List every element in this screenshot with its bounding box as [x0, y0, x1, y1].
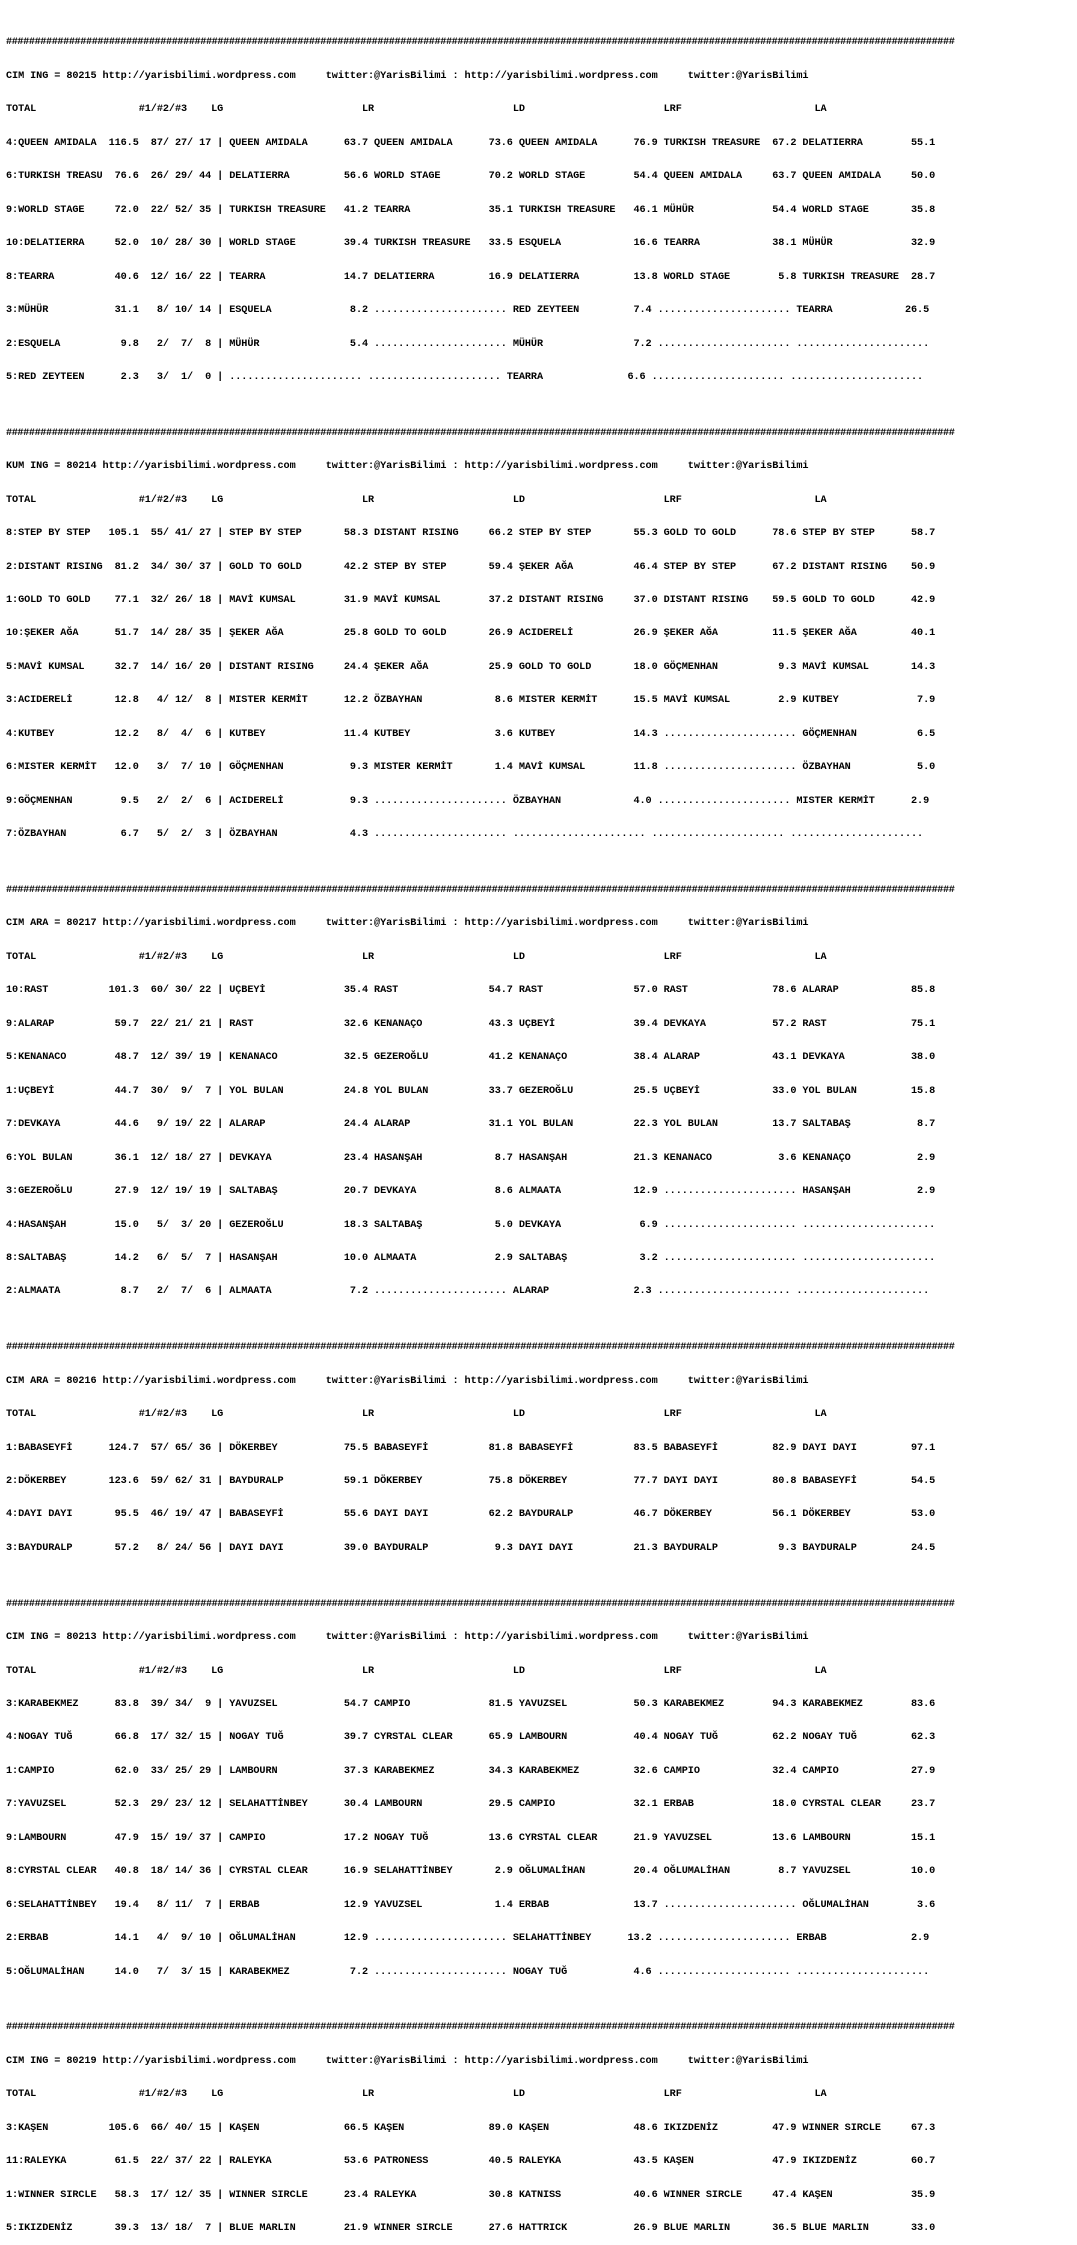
horse-row: 6:MISTER KERMİT 12.0 3/ 7/ 10 | GÖÇMENHAN 9.3 MISTER KERMİT 1.4 MAVİ KUMSAL 11.8 ...................... ÖZBAYHAN 5.0 — [6, 762, 936, 774]
horse-row: 3:KAŞEN 105.6 66/ 40/ 15 | KAŞEN 66.5 KAŞEN 89.0 KAŞEN 48.6 IKIZDENİZ 47.9 WINNER SIRCLE 67.3 — [6, 2122, 936, 2134]
horse-row: 3:MÜHÜR 31.1 8/ 10/ 14 | ESQUELA 8.2 ...................... RED ZEYTEEN 7.4 ...................... TEARRA 26.5 — [6, 305, 930, 317]
section-header: CIM ARA = 80217 http://yarisbilimi.wordpress.com twitter:@YarisBilimi : http://yarisbilimi.wordpress.com twitter:@YarisBilimi — [6, 918, 809, 930]
horse-row: 6:YOL BULAN 36.1 12/ 18/ 27 | DEVKAYA 23.4 HASANŞAH 8.7 HASANŞAH 21.3 KENANACO 3.6 KENANAÇO 2.9 — [6, 1152, 936, 1164]
horse-row: 1:WINNER SIRCLE 58.3 17/ 12/ 35 | WINNER SIRCLE 23.4 RALEYKA 30.8 KATNISS 40.6 WINNER SIRCLE 47.4 KAŞEN 35.9 — [6, 2189, 936, 2201]
horse-row: 5:RED ZEYTEEN 2.3 3/ 1/ 0 | ...................... ...................... TEARRA 6.6 ...................... ...................... — [6, 372, 924, 383]
horse-row: 2:ESQUELA 9.8 2/ 7/ 8 | MÜHÜR 5.4 ...................... MÜHÜR 7.2 ...................... ...................... — [6, 338, 930, 350]
section-header: CIM ING = 80213 http://yarisbilimi.wordpress.com twitter:@YarisBilimi : http://yarisbilimi.wordpress.com twitter:@YarisBilimi — [6, 1632, 809, 1644]
horse-row: 2:ERBAB 14.1 4/ 9/ 10 | OĞLUMALİHAN 12.9 ...................... SELAHATTİNBEY 13.2 ...................... ERBAB 2.9 — [6, 1933, 930, 1945]
separator-line: ###################################################################################################################################################################### — [6, 427, 955, 439]
horse-row: 3:GEZEROĞLU 27.9 12/ 19/ 19 | SALTABAŞ 20.7 DEVKAYA 8.6 ALMAATA 12.9 ...................... HASANŞAH 2.9 — [6, 1186, 936, 1198]
horse-row: 3:ACIDERELİ 12.8 4/ 12/ 8 | MISTER KERMİT 12.2 ÖZBAYHAN 8.6 MISTER KERMİT 15.5 MAVİ KUMSAL 2.9 KUTBEY 7.9 — [6, 695, 936, 707]
separator-line: ###################################################################################################################################################################### — [6, 884, 955, 896]
horse-row: 6:SELAHATTİNBEY 19.4 8/ 11/ 7 | ERBAB 12.9 YAVUZSEL 1.4 ERBAB 13.7 ...................... OĞLUMALİHAN 3.6 — [6, 1899, 936, 1911]
horse-row: 1:GOLD TO GOLD 77.1 32/ 26/ 18 | MAVİ KUMSAL 31.9 MAVİ KUMSAL 37.2 DISTANT RISING 37.0 DISTANT RISING 59.5 GOLD TO GOLD 42.9 — [6, 595, 936, 607]
horse-row: 4:KUTBEY 12.2 8/ 4/ 6 | KUTBEY 11.4 KUTBEY 3.6 KUTBEY 14.3 ...................... GÖÇMENHAN 6.5 — [6, 728, 936, 740]
horse-row: 4:QUEEN AMIDALA 116.5 87/ 27/ 17 | QUEEN AMIDALA 63.7 QUEEN AMIDALA 73.6 QUEEN AMIDALA 76.9 TURKISH TREASURE 67.2 DELATIERRA 55.1 — [6, 137, 936, 149]
horse-row: 1:UÇBEYİ 44.7 30/ 9/ 7 | YOL BULAN 24.8 YOL BULAN 33.7 GEZEROĞLU 25.5 UÇBEYİ 33.0 YOL BULAN 15.8 — [6, 1085, 936, 1097]
horse-row: 7:YAVUZSEL 52.3 29/ 23/ 12 | SELAHATTİNBEY 30.4 LAMBOURN 29.5 CAMPIO 32.1 ERBAB 18.0 CYRSTAL CLEAR 23.7 — [6, 1799, 936, 1811]
section-header: CIM ING = 80219 http://yarisbilimi.wordpress.com twitter:@YarisBilimi : http://yarisbilimi.wordpress.com twitter:@YarisBilimi — [6, 2055, 809, 2067]
horse-row: 5:OĞLUMALİHAN 14.0 7/ 3/ 15 | KARABEKMEZ 7.2 ...................... NOGAY TUĞ 4.6 ...................... ...................... — [6, 1966, 930, 1978]
horse-row: 2:DISTANT RISING 81.2 34/ 30/ 37 | GOLD TO GOLD 42.2 STEP BY STEP 59.4 ŞEKER AĞA 46.4 STEP BY STEP 67.2 DISTANT RISING 50.9 — [6, 561, 936, 573]
column-headers: TOTAL #1/#2/#3 LG LR LD LRF LA — [6, 951, 827, 963]
separator-line: ###################################################################################################################################################################### — [6, 1342, 955, 1354]
horse-row: 8:TEARRA 40.6 12/ 16/ 22 | TEARRA 14.7 DELATIERRA 16.9 DELATIERRA 13.8 WORLD STAGE 5.8 TURKISH TREASURE 28.7 — [6, 271, 936, 283]
horse-row: 2:DÖKERBEY 123.6 59/ 62/ 31 | BAYDURALP 59.1 DÖKERBEY 75.8 DÖKERBEY 77.7 DAYI DAYI 80.8 BABASEYFİ 54.5 — [6, 1475, 936, 1487]
horse-row: 5:MAVİ KUMSAL 32.7 14/ 16/ 20 | DISTANT RISING 24.4 ŞEKER AĞA 25.9 GOLD TO GOLD 18.0 GÖÇMENHAN 9.3 MAVİ KUMSAL 14.3 — [6, 661, 936, 673]
horse-row: 8:STEP BY STEP 105.1 55/ 41/ 27 | STEP BY STEP 58.3 DISTANT RISING 66.2 STEP BY STEP 55.3 GOLD TO GOLD 78.6 STEP BY STEP 58.7 — [6, 528, 936, 540]
section-header: CIM ARA = 80216 http://yarisbilimi.wordpress.com twitter:@YarisBilimi : http://yarisbilimi.wordpress.com twitter:@YarisBilimi — [6, 1375, 809, 1387]
horse-row: 10:RAST 101.3 60/ 30/ 22 | UÇBEYİ 35.4 RAST 54.7 RAST 57.0 RAST 78.6 ALARAP 85.8 — [6, 985, 936, 997]
section-header: KUM ING = 80214 http://yarisbilimi.wordpress.com twitter:@YarisBilimi : http://yarisbilimi.wordpress.com twitter:@YarisBilimi — [6, 461, 809, 473]
column-headers: TOTAL #1/#2/#3 LG LR LD LRF LA — [6, 2089, 827, 2101]
horse-row: 1:CAMPIO 62.0 33/ 25/ 29 | LAMBOURN 37.3 KARABEKMEZ 34.3 KARABEKMEZ 32.6 CAMPIO 32.4 CAMPIO 27.9 — [6, 1765, 936, 1777]
column-headers: TOTAL #1/#2/#3 LG LR LD LRF LA — [6, 1409, 827, 1421]
separator-line: ###################################################################################################################################################################### — [6, 37, 955, 49]
column-headers: TOTAL #1/#2/#3 LG LR LD LRF LA — [6, 494, 827, 506]
horse-row: 2:ALMAATA 8.7 2/ 7/ 6 | ALMAATA 7.2 ...................... ALARAP 2.3 ...................... ...................... — [6, 1286, 930, 1298]
horse-row: 8:SALTABAŞ 14.2 6/ 5/ 7 | HASANŞAH 10.0 ALMAATA 2.9 SALTABAŞ 3.2 ...................... ...................... — [6, 1252, 936, 1264]
column-headers: TOTAL #1/#2/#3 LG LR LD LRF LA — [6, 1665, 827, 1677]
horse-row: 6:TURKISH TREASU 76.6 26/ 29/ 44 | DELATIERRA 56.6 WORLD STAGE 70.2 WORLD STAGE 54.4 QUEEN AMIDALA 63.7 QUEEN AMIDALA 50.0 — [6, 171, 936, 183]
horse-row: 10:DELATIERRA 52.0 10/ 28/ 30 | WORLD STAGE 39.4 TURKISH TREASURE 33.5 ESQUELA 16.6 TEARRA 38.1 MÜHÜR 32.9 — [6, 238, 936, 250]
horse-row: 9:WORLD STAGE 72.0 22/ 52/ 35 | TURKISH TREASURE 41.2 TEARRA 35.1 TURKISH TREASURE 46.1 MÜHÜR 54.4 WORLD STAGE 35.8 — [6, 204, 936, 216]
horse-row: 7:DEVKAYA 44.6 9/ 19/ 22 | ALARAP 24.4 ALARAP 31.1 YOL BULAN 22.3 YOL BULAN 13.7 SALTABAŞ 8.7 — [6, 1119, 936, 1131]
horse-row: 9:ALARAP 59.7 22/ 21/ 21 | RAST 32.6 KENANAÇO 43.3 UÇBEYİ 39.4 DEVKAYA 57.2 RAST 75.1 — [6, 1018, 936, 1030]
horse-row: 11:RALEYKA 61.5 22/ 37/ 22 | RALEYKA 53.6 PATRONESS 40.5 RALEYKA 43.5 KAŞEN 47.9 IKIZDENİZ 60.7 — [6, 2156, 936, 2168]
horse-row: 7:ÖZBAYHAN 6.7 5/ 2/ 3 | ÖZBAYHAN 4.3 ...................... ...................... ...................... ...................... — [6, 829, 924, 841]
separator-line: ###################################################################################################################################################################### — [6, 2022, 955, 2034]
horse-row: 3:KARABEKMEZ 83.8 39/ 34/ 9 | YAVUZSEL 54.7 CAMPIO 81.5 YAVUZSEL 50.3 KARABEKMEZ 94.3 KARABEKMEZ 83.6 — [6, 1699, 936, 1711]
horse-row: 4:DAYI DAYI 95.5 46/ 19/ 47 | BABASEYFİ 55.6 DAYI DAYI 62.2 BAYDURALP 46.7 DÖKERBEY 56.1 DÖKERBEY 53.0 — [6, 1509, 936, 1521]
horse-row: 4:NOGAY TUĞ 66.8 17/ 32/ 15 | NOGAY TUĞ 39.7 CYRSTAL CLEAR 65.9 LAMBOURN 40.4 NOGAY TUĞ 62.2 NOGAY TUĞ 62.3 — [6, 1732, 936, 1744]
separator-line: ###################################################################################################################################################################### — [6, 1598, 955, 1610]
horse-row: 8:CYRSTAL CLEAR 40.8 18/ 14/ 36 | CYRSTAL CLEAR 16.9 SELAHATTİNBEY 2.9 OĞLUMALİHAN 20.4 OĞLUMALİHAN 8.7 YAVUZSEL 10.0 — [6, 1866, 936, 1878]
section-header: CIM ING = 80215 http://yarisbilimi.wordpress.com twitter:@YarisBilimi : http://yarisbilimi.wordpress.com twitter:@YarisBilimi — [6, 70, 809, 82]
column-headers: TOTAL #1/#2/#3 LG LR LD LRF LA — [6, 104, 827, 116]
horse-row: 1:BABASEYFİ 124.7 57/ 65/ 36 | DÖKERBEY 75.5 BABASEYFİ 81.8 BABASEYFİ 83.5 BABASEYFİ 82.9 DAYI DAYI 97.1 — [6, 1442, 936, 1454]
horse-row: 9:GÖÇMENHAN 9.5 2/ 2/ 6 | ACIDERELİ 9.3 ...................... ÖZBAYHAN 4.0 ...................... MISTER KERMİT 2.9 — [6, 795, 930, 807]
horse-row: 9:LAMBOURN 47.9 15/ 19/ 37 | CAMPIO 17.2 NOGAY TUĞ 13.6 CYRSTAL CLEAR 21.9 YAVUZSEL 13.6 LAMBOURN 15.1 — [6, 1832, 936, 1844]
horse-row: 3:BAYDURALP 57.2 8/ 24/ 56 | DAYI DAYI 39.0 BAYDURALP 9.3 DAYI DAYI 21.3 BAYDURALP 9.3 BAYDURALP 24.5 — [6, 1542, 936, 1554]
horse-row: 4:HASANŞAH 15.0 5/ 3/ 20 | GEZEROĞLU 18.3 SALTABAŞ 5.0 DEVKAYA 6.9 ...................... ...................... — [6, 1219, 936, 1231]
race-report-sheet — [6, 4, 1074, 2245]
horse-row: 5:KENANACO 48.7 12/ 39/ 19 | KENANACO 32.5 GEZEROĞLU 41.2 KENANAÇO 38.4 ALARAP 43.1 DEVKAYA 38.0 — [6, 1052, 936, 1064]
horse-row: 10:ŞEKER AĞA 51.7 14/ 28/ 35 | ŞEKER AĞA 25.8 GOLD TO GOLD 26.9 ACIDERELİ 26.9 ŞEKER AĞA 11.5 ŞEKER AĞA 40.1 — [6, 628, 936, 640]
horse-row: 5:IKIZDENİZ 39.3 13/ 18/ 7 | BLUE MARLIN 21.9 WINNER SIRCLE 27.6 HATTRICK 26.9 BLUE MARLIN 36.5 BLUE MARLIN 33.0 — [6, 2223, 936, 2235]
